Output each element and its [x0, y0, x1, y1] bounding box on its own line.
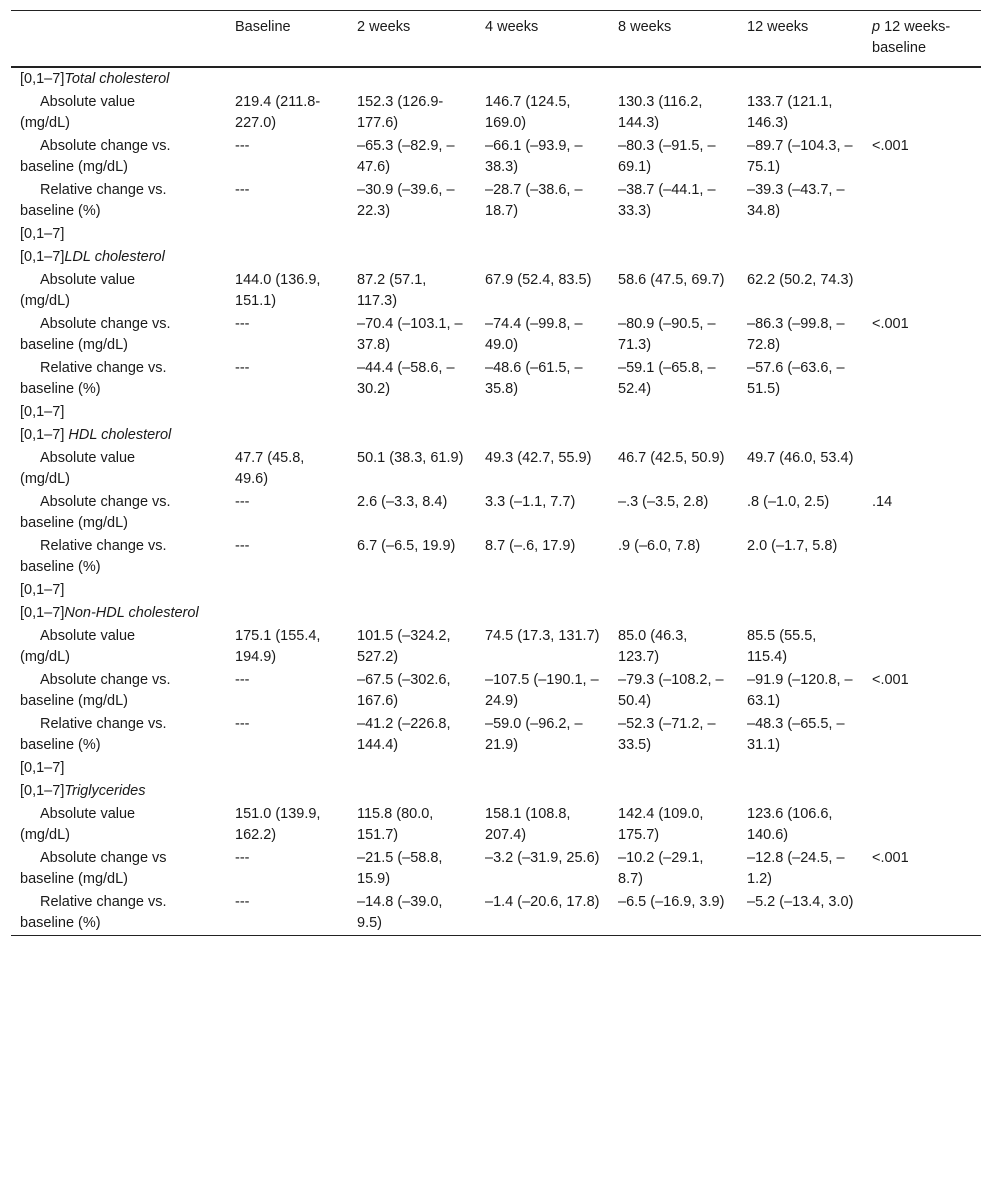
- cell-p-value: [864, 447, 981, 491]
- row-label-line1: Absolute change vs.: [40, 672, 171, 688]
- cell-4-weeks: –74.4 (–99.8, –49.0): [485, 316, 583, 353]
- cell-8-weeks: 85.0 (46.3, 123.7): [618, 628, 688, 665]
- row-label-line1: Absolute value: [40, 628, 136, 644]
- cell-2-weeks: 2.6 (–3.3, 8.4): [357, 494, 448, 510]
- cell-p-value: [864, 625, 981, 669]
- cell-2-weeks: –44.4 (–58.6, –30.2): [357, 360, 455, 397]
- cell-baseline: ---: [235, 494, 250, 510]
- section-header-cell: [11, 602, 981, 625]
- section-title: HDL cholesterol: [68, 427, 172, 443]
- cell-4-weeks: 49.3 (42.7, 55.9): [485, 450, 592, 466]
- cell-p-value: <.001: [872, 316, 909, 332]
- cell-2-weeks: 115.8 (80.0, 151.7): [357, 806, 434, 843]
- cell-p-value: [864, 713, 981, 757]
- cell-8-weeks: –59.1 (–65.8, –52.4): [618, 360, 716, 397]
- cell-p-value: [864, 535, 981, 579]
- cell-2-weeks: 50.1 (38.3, 61.9): [357, 450, 464, 466]
- cell-p-value: <.001: [872, 850, 909, 866]
- cell-2-weeks: –67.5 (–302.6, 167.6): [357, 672, 451, 709]
- cell-8-weeks: –79.3 (–108.2, –50.4): [618, 672, 724, 709]
- cell-8-weeks: –10.2 (–29.1, 8.7): [618, 850, 704, 887]
- cell-baseline: ---: [235, 716, 250, 732]
- cell-12-weeks: –12.8 (–24.5, –1.2): [747, 850, 845, 887]
- section-header-row: [11, 780, 981, 803]
- cell-12-weeks: 49.7 (46.0, 53.4): [747, 450, 854, 466]
- table-row: [11, 357, 981, 401]
- row-label-line2: baseline (mg/dL): [20, 693, 128, 709]
- row-label-line1: Absolute value: [40, 272, 136, 288]
- section-prefix: [0,1–7]: [20, 783, 65, 799]
- row-label-cell: [11, 91, 227, 135]
- cell-8-weeks: –80.3 (–91.5, –69.1): [618, 138, 716, 175]
- cell-4-weeks: 74.5 (17.3, 131.7): [485, 628, 600, 644]
- section-trailer-cell: [0,1–7]: [20, 582, 65, 598]
- table-row: [11, 447, 981, 491]
- cell-2-weeks: 152.3 (126.9-177.6): [357, 94, 444, 131]
- cell-12-weeks: –89.7 (–104.3, –75.1): [747, 138, 853, 175]
- cell-2-weeks: 101.5 (–324.2, 527.2): [357, 628, 451, 665]
- cell-12-weeks: 123.6 (106.6, 140.6): [747, 806, 833, 843]
- row-label-line1: Absolute value: [40, 806, 136, 822]
- table-row: [11, 269, 981, 313]
- table-row: [11, 313, 981, 357]
- row-label-line2: baseline (mg/dL): [20, 871, 128, 887]
- cell-baseline: ---: [235, 360, 250, 376]
- cell-baseline: ---: [235, 316, 250, 332]
- cell-8-weeks: .9 (–6.0, 7.8): [618, 538, 701, 554]
- cell-2-weeks: –14.8 (–39.0, 9.5): [357, 894, 443, 931]
- row-label-line2: (mg/dL): [20, 115, 70, 131]
- table-header: [11, 11, 981, 68]
- cell-2-weeks: –21.5 (–58.8, 15.9): [357, 850, 443, 887]
- section-title: Non-HDL cholesterol: [64, 605, 199, 621]
- section-header-row: [11, 67, 981, 91]
- cell-baseline: 151.0 (139.9, 162.2): [235, 806, 321, 843]
- table-body: [11, 67, 981, 936]
- cell-baseline: ---: [235, 672, 250, 688]
- table-row: [11, 625, 981, 669]
- section-trailer-row: [11, 223, 981, 246]
- cell-baseline: 144.0 (136.9, 151.1): [235, 272, 321, 309]
- cell-baseline: 219.4 (211.8-227.0): [235, 94, 321, 131]
- row-label-line1: Relative change vs.: [40, 716, 167, 732]
- row-label-cell: [11, 179, 227, 223]
- cell-p-value: [864, 803, 981, 847]
- cell-p-value: [864, 91, 981, 135]
- cell-4-weeks: 8.7 (–.6, 17.9): [485, 538, 576, 554]
- header-row: [11, 11, 981, 68]
- p-symbol: p: [872, 19, 881, 35]
- cell-4-weeks: –107.5 (–190.1, –24.9): [485, 672, 599, 709]
- cell-12-weeks: –48.3 (–65.5, –31.1): [747, 716, 845, 753]
- cell-12-weeks: 85.5 (55.5, 115.4): [747, 628, 817, 665]
- row-label-line2: baseline (%): [20, 737, 101, 753]
- section-header-row: [11, 602, 981, 625]
- cell-p-value: [864, 891, 981, 936]
- lipid-results-table: [11, 10, 981, 936]
- row-label-line2: baseline (mg/dL): [20, 159, 128, 175]
- header-cell-12-weeks: 12 weeks: [747, 19, 809, 35]
- row-label-line2: (mg/dL): [20, 471, 70, 487]
- cell-4-weeks: 3.3 (–1.1, 7.7): [485, 494, 576, 510]
- row-label-cell: [11, 447, 227, 491]
- cell-12-weeks: 62.2 (50.2, 74.3): [747, 272, 854, 288]
- row-label-line1: Absolute change vs.: [40, 316, 171, 332]
- cell-4-weeks: 67.9 (52.4, 83.5): [485, 272, 592, 288]
- section-header-cell: [11, 780, 981, 803]
- cell-baseline: ---: [235, 182, 250, 198]
- row-label-cell: [11, 357, 227, 401]
- table-row: [11, 135, 981, 179]
- cell-4-weeks: 158.1 (108.8, 207.4): [485, 806, 571, 843]
- section-trailer-cell: [0,1–7]: [20, 226, 65, 242]
- cell-baseline: ---: [235, 850, 250, 866]
- row-label-cell: [11, 135, 227, 179]
- cell-4-weeks: 146.7 (124.5, 169.0): [485, 94, 571, 131]
- row-label-cell: [11, 891, 227, 936]
- row-label-line1: Relative change vs.: [40, 182, 167, 198]
- cell-12-weeks: 2.0 (–1.7, 5.8): [747, 538, 838, 554]
- cell-4-weeks: –66.1 (–93.9, –38.3): [485, 138, 583, 175]
- section-trailer-row: [11, 579, 981, 602]
- cell-2-weeks: –65.3 (–82.9, –47.6): [357, 138, 455, 175]
- cell-4-weeks: –3.2 (–31.9, 25.6): [485, 850, 600, 866]
- row-label-line1: Absolute value: [40, 94, 136, 110]
- table-row: [11, 91, 981, 135]
- section-header-cell: [11, 67, 981, 91]
- row-label-cell: [11, 535, 227, 579]
- cell-12-weeks: –5.2 (–13.4, 3.0): [747, 894, 854, 910]
- cell-2-weeks: –30.9 (–39.6, –22.3): [357, 182, 455, 219]
- cell-2-weeks: 6.7 (–6.5, 19.9): [357, 538, 456, 554]
- cell-p-value: .14: [872, 494, 893, 510]
- table-row: [11, 179, 981, 223]
- row-label-line1: Relative change vs.: [40, 538, 167, 554]
- row-label-line2: baseline (mg/dL): [20, 337, 128, 353]
- row-label-cell: [11, 713, 227, 757]
- cell-4-weeks: –28.7 (–38.6, –18.7): [485, 182, 583, 219]
- cell-12-weeks: –91.9 (–120.8, –63.1): [747, 672, 853, 709]
- row-label-line1: Relative change vs.: [40, 360, 167, 376]
- row-label-line2: (mg/dL): [20, 293, 70, 309]
- row-label-cell: [11, 313, 227, 357]
- section-title: Total cholesterol: [64, 71, 170, 87]
- section-trailer-cell: [0,1–7]: [20, 760, 65, 776]
- cell-baseline: 47.7 (45.8, 49.6): [235, 450, 305, 487]
- cell-12-weeks: –39.3 (–43.7, –34.8): [747, 182, 845, 219]
- row-label-line2: baseline (%): [20, 559, 101, 575]
- cell-4-weeks: –48.6 (–61.5, –35.8): [485, 360, 583, 397]
- table-row: [11, 803, 981, 847]
- section-header-row: [11, 246, 981, 269]
- section-prefix: [0,1–7]: [20, 71, 65, 87]
- cell-12-weeks: –86.3 (–99.8, –72.8): [747, 316, 845, 353]
- section-trailer-row: [11, 401, 981, 424]
- section-prefix: [0,1–7]: [20, 605, 65, 621]
- cell-2-weeks: 87.2 (57.1, 117.3): [357, 272, 427, 309]
- results-table-container: [11, 10, 981, 936]
- table-row: [11, 491, 981, 535]
- header-cell-baseline: Baseline: [235, 19, 291, 35]
- cell-12-weeks: .8 (–1.0, 2.5): [747, 494, 830, 510]
- table-row: [11, 535, 981, 579]
- section-header-cell: [11, 424, 981, 447]
- header-cell-label: [11, 11, 227, 68]
- cell-4-weeks: –1.4 (–20.6, 17.8): [485, 894, 600, 910]
- row-label-cell: [11, 491, 227, 535]
- section-trailer-cell: [0,1–7]: [20, 404, 65, 420]
- section-title: LDL cholesterol: [64, 249, 165, 265]
- row-label-line1: Absolute change vs: [40, 850, 167, 866]
- table-row: [11, 713, 981, 757]
- row-label-cell: [11, 803, 227, 847]
- row-label-line1: Relative change vs.: [40, 894, 167, 910]
- row-label-line2: (mg/dL): [20, 827, 70, 843]
- cell-8-weeks: –38.7 (–44.1, –33.3): [618, 182, 716, 219]
- row-label-line1: Absolute change vs.: [40, 138, 171, 154]
- cell-p-value: <.001: [872, 672, 909, 688]
- row-label-line2: baseline (%): [20, 203, 101, 219]
- cell-8-weeks: –.3 (–3.5, 2.8): [618, 494, 709, 510]
- cell-8-weeks: 46.7 (42.5, 50.9): [618, 450, 725, 466]
- cell-12-weeks: –57.6 (–63.6, –51.5): [747, 360, 845, 397]
- row-label-cell: [11, 847, 227, 891]
- cell-baseline: ---: [235, 894, 250, 910]
- cell-p-value: <.001: [872, 138, 909, 154]
- table-row: [11, 891, 981, 936]
- row-label-line1: Absolute change vs.: [40, 494, 171, 510]
- cell-2-weeks: –41.2 (–226.8, 144.4): [357, 716, 451, 753]
- table-row: [11, 847, 981, 891]
- cell-baseline: ---: [235, 538, 250, 554]
- cell-8-weeks: 130.3 (116.2, 144.3): [618, 94, 703, 131]
- section-prefix: [0,1–7]: [20, 427, 69, 443]
- section-header-row: [11, 424, 981, 447]
- section-prefix: [0,1–7]: [20, 249, 65, 265]
- row-label-cell: [11, 669, 227, 713]
- cell-8-weeks: 142.4 (109.0, 175.7): [618, 806, 704, 843]
- section-trailer-row: [11, 757, 981, 780]
- row-label-line2: baseline (%): [20, 381, 101, 397]
- header-cell-4-weeks: 4 weeks: [485, 19, 539, 35]
- cell-p-value: [864, 269, 981, 313]
- cell-p-value: [864, 357, 981, 401]
- section-header-cell: [11, 246, 981, 269]
- row-label-line2: baseline (%): [20, 915, 101, 931]
- table-row: [11, 669, 981, 713]
- row-label-line1: Absolute value: [40, 450, 136, 466]
- cell-8-weeks: –80.9 (–90.5, –71.3): [618, 316, 716, 353]
- row-label-line2: (mg/dL): [20, 649, 70, 665]
- header-cell-8-weeks: 8 weeks: [618, 19, 672, 35]
- section-title: Triglycerides: [64, 783, 146, 799]
- cell-12-weeks: 133.7 (121.1, 146.3): [747, 94, 833, 131]
- cell-4-weeks: –59.0 (–96.2, –21.9): [485, 716, 583, 753]
- cell-p-value: [864, 179, 981, 223]
- p-column-label: 12 weeks-baseline: [872, 19, 951, 56]
- cell-8-weeks: –52.3 (–71.2, –33.5): [618, 716, 716, 753]
- cell-8-weeks: 58.6 (47.5, 69.7): [618, 272, 725, 288]
- row-label-line2: baseline (mg/dL): [20, 515, 128, 531]
- row-label-cell: [11, 269, 227, 313]
- header-cell-p-value: [864, 11, 981, 68]
- cell-8-weeks: –6.5 (–16.9, 3.9): [618, 894, 725, 910]
- cell-baseline: 175.1 (155.4, 194.9): [235, 628, 321, 665]
- header-cell-2-weeks: 2 weeks: [357, 19, 411, 35]
- row-label-cell: [11, 625, 227, 669]
- cell-baseline: ---: [235, 138, 250, 154]
- cell-2-weeks: –70.4 (–103.1, –37.8): [357, 316, 463, 353]
